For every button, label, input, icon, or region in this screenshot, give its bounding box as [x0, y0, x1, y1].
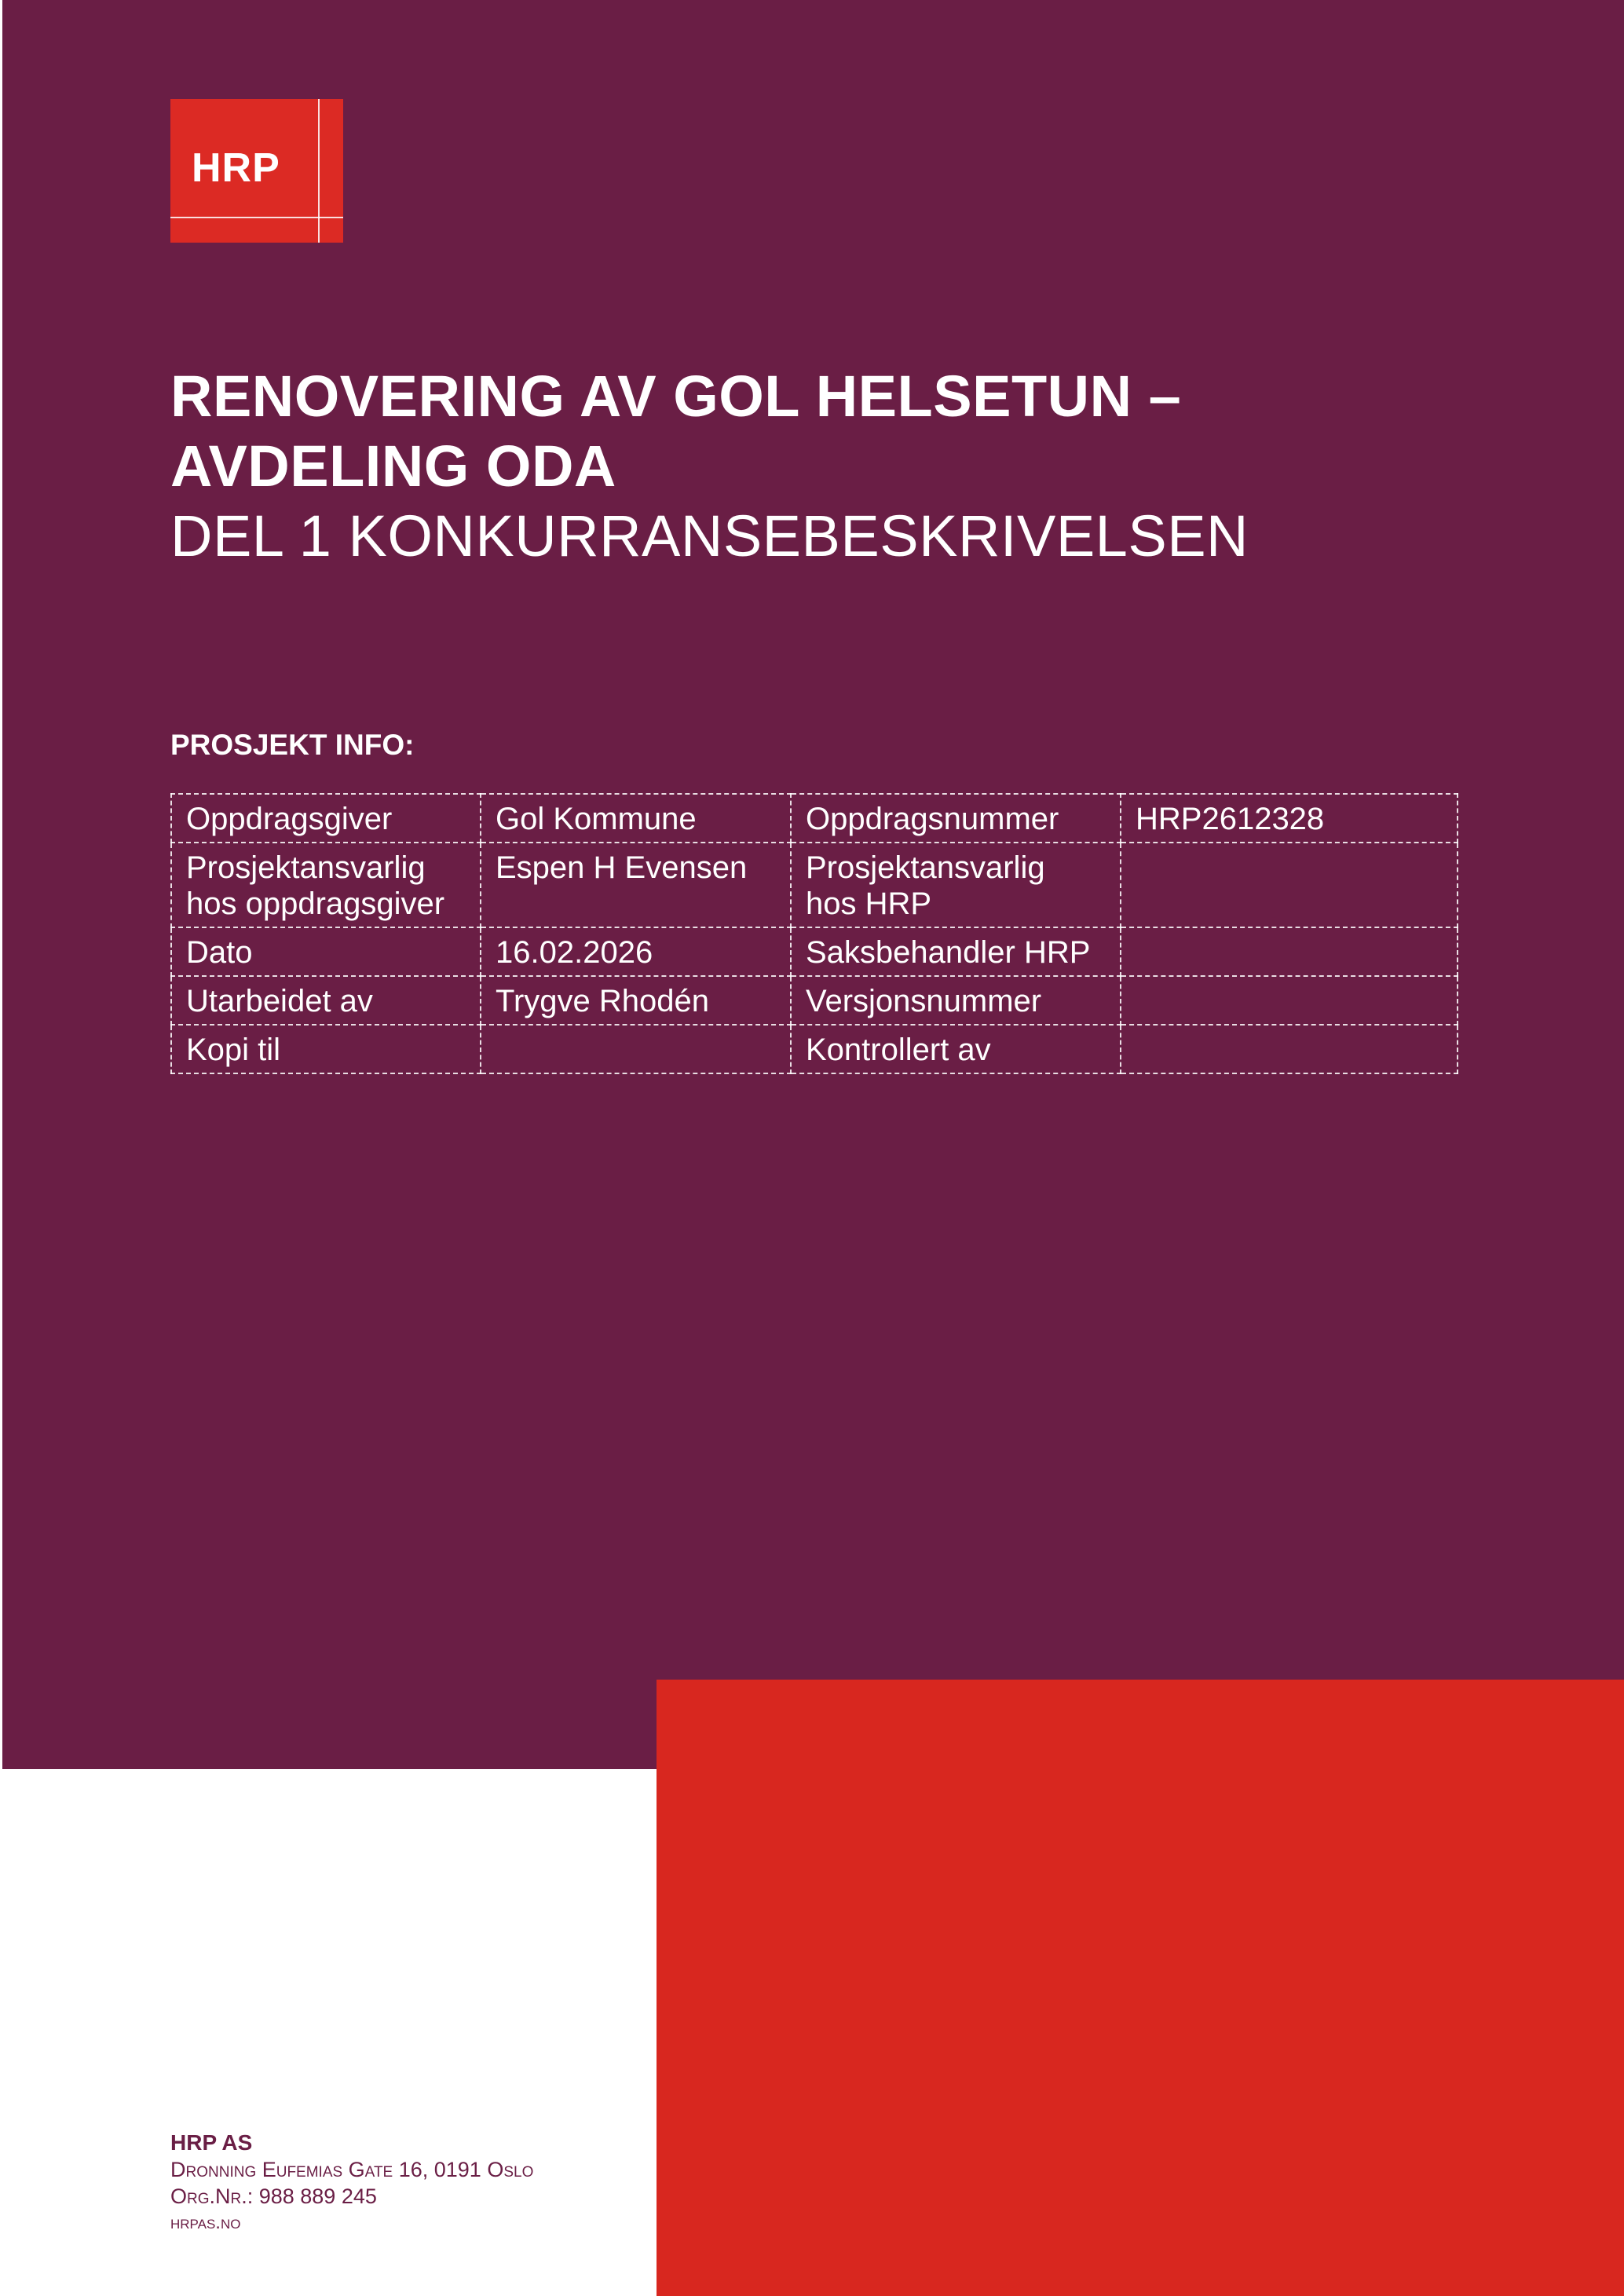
table-cell [1121, 927, 1458, 976]
table-cell: Gol Kommune [481, 794, 791, 843]
table-cell: Kontrollert av [791, 1025, 1121, 1073]
table-cell: Versjonsnummer [791, 976, 1121, 1025]
company-name: HRP AS [170, 2130, 253, 2155]
project-info-heading: PROSJEKT INFO: [170, 729, 415, 761]
hrp-logo [170, 99, 343, 243]
logo-horizontal-line [170, 217, 343, 218]
table-cell: Prosjektansvarlig hos HRP [791, 843, 1121, 927]
company-org-number: Org.Nr.: 988 889 245 [170, 2184, 377, 2208]
table-cell: Saksbehandler HRP [791, 927, 1121, 976]
table-cell: 16.02.2026 [481, 927, 791, 976]
table-cell: Trygve Rhodén [481, 976, 791, 1025]
table-cell: Prosjektansvarlig hos oppdragsgiver [171, 843, 481, 927]
table-row [171, 927, 1458, 976]
table-cell: Utarbeidet av [171, 976, 481, 1025]
logo-text: HRP [192, 145, 280, 191]
title-line-1: RENOVERING AV GOL HELSETUN – [170, 364, 1182, 429]
table-cell [1121, 1025, 1458, 1073]
company-address: Dronning Eufemias Gate 16, 0191 Oslo [170, 2158, 534, 2181]
table-row [171, 976, 1458, 1025]
table-cell: Dato [171, 927, 481, 976]
logo-vertical-line [318, 99, 320, 243]
table-cell [1121, 976, 1458, 1025]
table-cell: Oppdragsgiver [171, 794, 481, 843]
accent-block [657, 1680, 1624, 2296]
table-cell: HRP2612328 [1121, 794, 1458, 843]
table-cell [1121, 843, 1458, 927]
table-cell [481, 1025, 791, 1073]
project-info-table [170, 793, 1458, 1074]
table-row [171, 1025, 1458, 1073]
table-cell: Kopi til [171, 1025, 481, 1073]
document-title [170, 361, 1521, 572]
company-website-link[interactable]: hrpas.no [170, 2212, 241, 2233]
document-subtitle: DEL 1 KONKURRANSEBESKRIVELSEN [170, 503, 1249, 569]
title-line-2: AVDELING ODA [170, 433, 616, 499]
table-row [171, 843, 1458, 927]
table-cell: Espen H Evensen [481, 843, 791, 927]
table-row [171, 794, 1458, 843]
table-cell: Oppdragsnummer [791, 794, 1121, 843]
company-footer [170, 2130, 533, 2236]
